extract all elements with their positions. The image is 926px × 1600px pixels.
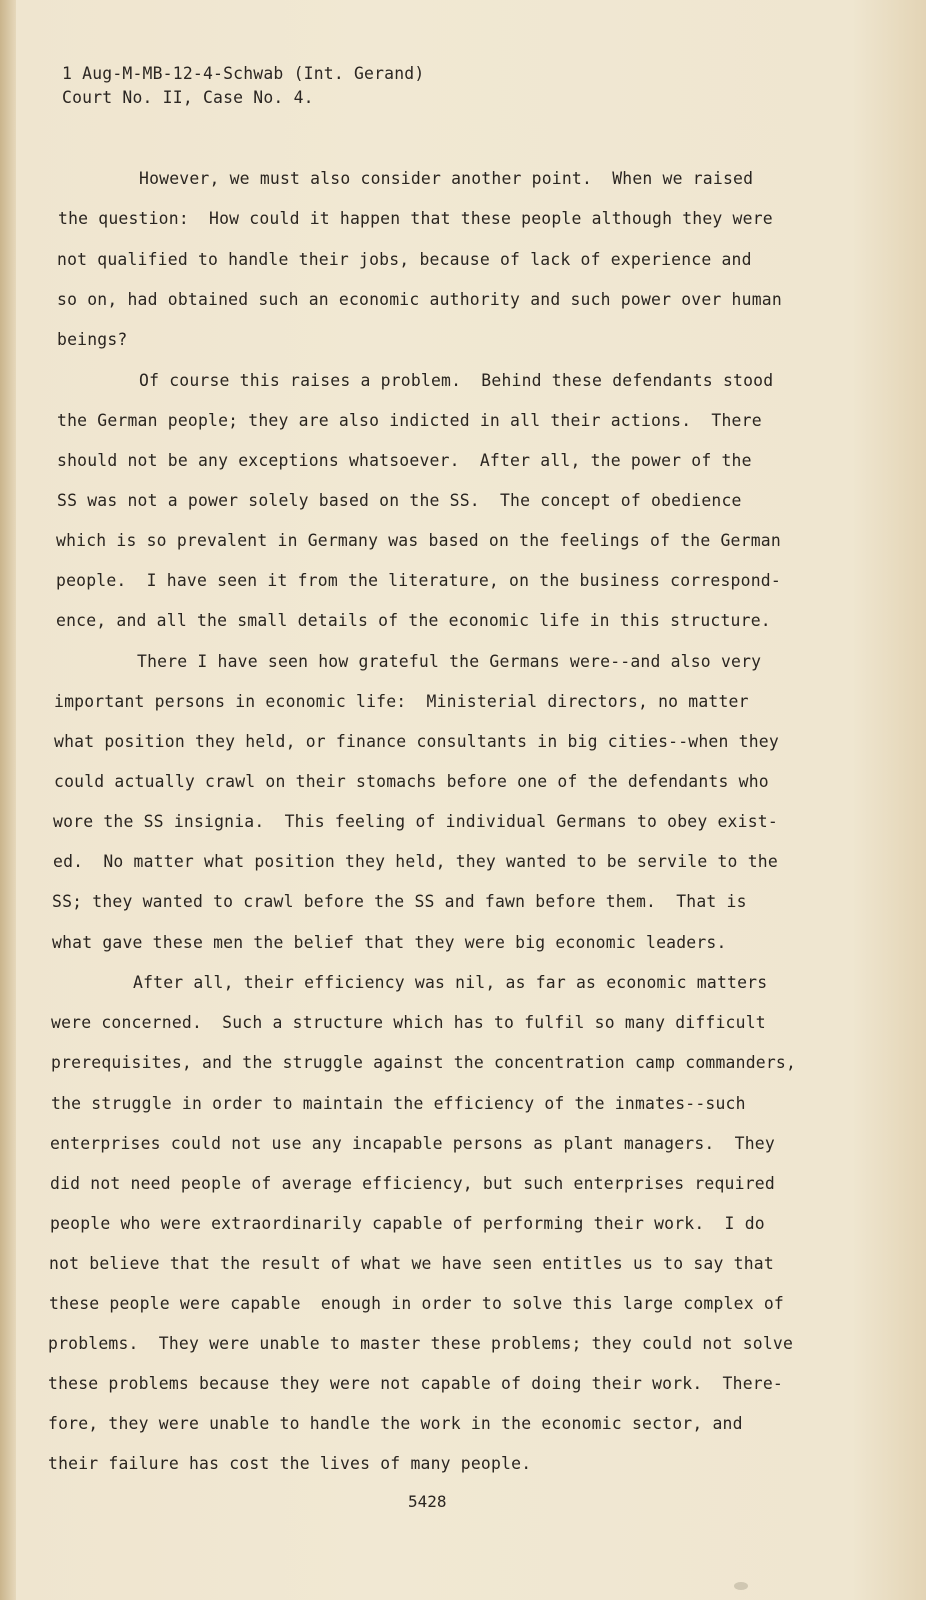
page-number: 5428 <box>408 1492 447 1511</box>
body-line: ence, and all the small details of the economic life in this structure. <box>56 611 771 630</box>
body-line: these people were capable enough in order to solve this large complex of <box>49 1294 784 1313</box>
body-line: Of course this raises a problem. Behind these defendants stood <box>139 371 774 390</box>
body-line: people. I have seen it from the literature, on the business correspond- <box>56 571 781 590</box>
body-line: people who were extraordinarily capable of performing their work. I do <box>50 1214 765 1233</box>
body-line: the German people; they are also indicted in all their actions. There <box>57 411 762 430</box>
body-line: not qualified to handle their jobs, because of lack of experience and <box>57 250 752 269</box>
body-line: important persons in economic life: Ministerial directors, no matter <box>54 692 749 711</box>
body-line: SS was not a power solely based on the SS. The concept of obedience <box>57 491 742 510</box>
body-line: not believe that the result of what we have seen entitles us to say that <box>49 1254 774 1273</box>
body-line: After all, their efficiency was nil, as far as economic matters <box>133 973 768 992</box>
body-line: these problems because they were not capable of doing their work. There- <box>48 1374 783 1393</box>
body-line: SS; they wanted to crawl before the SS and fawn before them. That is <box>52 892 747 911</box>
body-line: what gave these men the belief that they were big economic leaders. <box>52 933 727 952</box>
body-line: prerequisites, and the struggle against the concentration camp commanders, <box>51 1053 797 1072</box>
body-line: wore the SS insignia. This feeling of individual Germans to obey exist- <box>53 812 778 831</box>
paper-smudge <box>734 1582 748 1590</box>
body-line: could actually crawl on their stomachs before one of the defendants who <box>54 772 769 791</box>
body-line: However, we must also consider another point. When we raised <box>139 169 754 188</box>
body-line: which is so prevalent in Germany was based on the feelings of the German <box>56 531 781 550</box>
header-line-1: 1 Aug-M-MB-12-4-Schwab (Int. Gerand) <box>62 64 425 83</box>
body-line: the struggle in order to maintain the efficiency of the inmates--such <box>51 1094 746 1113</box>
body-line: what position they held, or finance consultants in big cities--when they <box>54 732 779 751</box>
body-line: enterprises could not use any incapable persons as plant managers. They <box>50 1134 775 1153</box>
body-line: problems. They were unable to master these problems; they could not solve <box>48 1334 794 1353</box>
body-line: their failure has cost the lives of many people. <box>48 1454 532 1473</box>
body-line: so on, had obtained such an economic authority and such power over human <box>57 290 782 309</box>
body-line: ed. No matter what position they held, they wanted to be servile to the <box>53 852 778 871</box>
header-line-2: Court No. II, Case No. 4. <box>62 88 314 107</box>
body-line: fore, they were unable to handle the work in the economic sector, and <box>48 1414 743 1433</box>
body-line: There I have seen how grateful the Germans were--and also very <box>137 652 762 671</box>
body-line: should not be any exceptions whatsoever. After all, the power of the <box>57 451 752 470</box>
body-line: the question: How could it happen that these people although they were <box>58 209 773 228</box>
body-line: were concerned. Such a structure which has to fulfil so many difficult <box>51 1013 766 1032</box>
body-line: did not need people of average efficiency, but such enterprises required <box>50 1174 775 1193</box>
body-line: beings? <box>57 330 128 349</box>
